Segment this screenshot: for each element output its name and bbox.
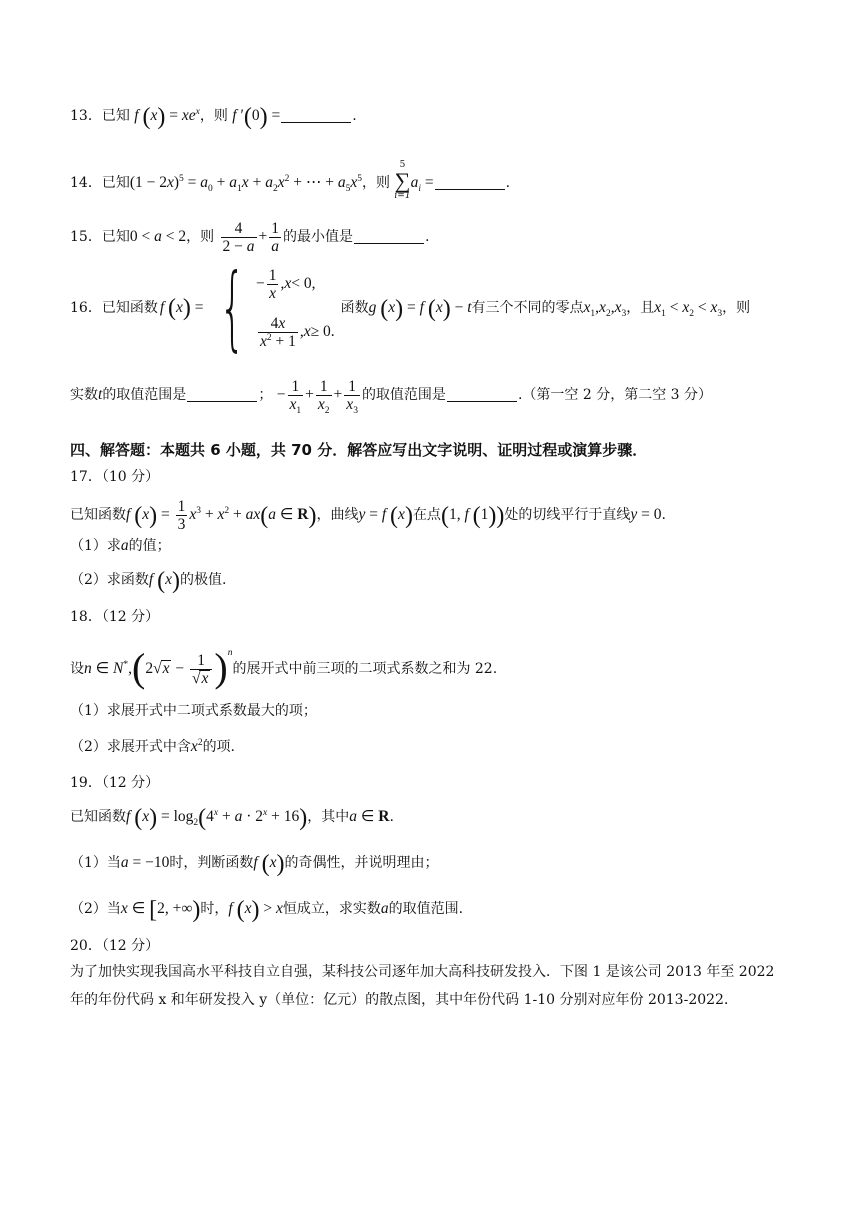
- q17-part-1: （1）求a的值；: [70, 537, 171, 554]
- q16-answer-blank-1: [187, 387, 257, 402]
- question-14: 14．已知$(1 - 2x)^5 = a_0 + a_1x + a_2x^2$ + ⋯ + $a_5x^5$，则 5 ∑ i=1 $a_i$ = .: [70, 160, 511, 201]
- q16-answer-blank-2: [447, 387, 517, 402]
- question-16: 16． 已知函数 f ( x ) = { − $\frac{1}{x}$ , x < 0, $\frac{4x}{x^2 + 1}$ , x ≥ 0. 函数 g (x) = f (x) − t 有三个不同的零点 $x_1,x_2,x_3$ ，且 $x_1 < x_2 < x_3$ ，则: [70, 254, 751, 361]
- q14-answer-blank: [435, 175, 505, 190]
- q14-formula: $(1 - 2x)^5 = a_0 + a_1x + a_2x^2$ + ⋯ + $a_5x^5$: [129, 173, 362, 195]
- question-15: 15．已知0 < a < 2，则 $\frac{4}{2 - a}$ + $\frac{1}{a}$ 的最小值是 .: [70, 220, 430, 255]
- q20-header: 20．（12 分）: [70, 938, 160, 954]
- q16-g-definition: g (x) = f (x) − t: [368, 295, 472, 322]
- q13-text: 已知: [101, 108, 130, 124]
- q15-answer-blank: [354, 229, 424, 244]
- q20-line-1: 为了加快实现我国高水平科技自立自强，某科技公司逐年加大高科技研发投入．下图 1 是该公司 2013 年至 2022: [70, 964, 775, 980]
- section-4-heading: 四、解答题：本题共 6 小题，共 70 分．解答应写出文字说明、证明过程或演算步骤．: [70, 441, 648, 459]
- q20-line-2: 年的年份代码 x 和年研发投入 y（单位：亿元）的散点图，其中年份代码 1-10 分别对应年份 2013-2022．: [70, 992, 738, 1008]
- q13-formula: f $(x) = xe^x$: [134, 104, 200, 130]
- q13-answer-blank: [281, 108, 351, 123]
- q18-statement: 设n ∈ N*,(2√x − $\frac{1}{√x}$ )$^n$的展开式中前三项的二项式系数之和为 22.: [70, 645, 498, 691]
- q13-number: 13．: [70, 108, 102, 124]
- question-16-line-2: 实数t的取值范围是 ； − $\frac{1}{x_1}$ + $\frac{1}{x_2}$ + $\frac{1}{x_3}$ 的取值范围是 .（第一空 2 分，第二空 3 分）: [70, 378, 713, 417]
- q17-part-2: （2）求函数f (x)的极值.: [70, 568, 227, 594]
- q18-part-2: （2）求展开式中含$x^2$的项.: [70, 737, 236, 755]
- q19-function: f $(x) = \log_2(4^x + a \cdot 2^x + 16)$: [126, 805, 308, 831]
- q17-statement: 已知函数f (x) = $\frac{1}{3}$ $x^3 + x^2 + ax(a$ ∈ R)，曲线y = f (x)在点(1, f (1))处的切线平行于直线y = 0.: [70, 498, 666, 533]
- q18-part-1: （1）求展开式中二项式系数最大的项；: [70, 703, 317, 719]
- q20-statement: [70, 958, 800, 1014]
- q14-number: 14．: [70, 175, 102, 191]
- q15-expression: $\frac{4}{2 - a}$ + $\frac{1}{a}$: [222, 220, 280, 255]
- q16-number: 16．: [70, 300, 102, 316]
- q15-number: 15．: [70, 229, 102, 246]
- q17-header: 17．（10 分）: [70, 469, 160, 485]
- q13-derivative: f ′(0) =: [232, 104, 281, 130]
- question-13: 13．已知 f $(x) = xe^x$，则 f ′(0) = .: [70, 104, 357, 130]
- q16-piecewise: f ( x ) = { − $\frac{1}{x}$ , x < 0, $\frac{4x}{x^2 + 1}$ , x ≥ 0.: [159, 254, 335, 361]
- q19-header: 19．（12 分）: [70, 775, 160, 791]
- q16-reciprocal-sum: − $\frac{1}{x_1}$ + $\frac{1}{x_2}$ + $\frac{1}{x_3}$: [276, 378, 358, 417]
- q14-sum-symbol: 5 ∑ i=1: [394, 160, 411, 201]
- q18-header: 18．（12 分）: [70, 609, 160, 625]
- q18-binomial: n ∈ N*,(2√x − $\frac{1}{√x}$ )$^n$: [84, 645, 233, 691]
- q19-part-1: （1）当a = −10时，判断函数f (x)的奇偶性，并说明理由；: [70, 851, 439, 877]
- q19-statement: 已知函数f $(x) = \log_2(4^x + a \cdot 2^x + 16)$，其中a ∈ R.: [70, 805, 394, 831]
- q19-part-2: （2）当x ∈ [2, +∞)时，f (x) > x恒成立，求实数a的取值范围.: [70, 897, 464, 923]
- q15-condition: 0 < a < 2: [129, 228, 187, 246]
- q17-function: f (x) = $\frac{1}{3}$ $x^3 + x^2 + ax(a$ ∈ R): [126, 498, 317, 533]
